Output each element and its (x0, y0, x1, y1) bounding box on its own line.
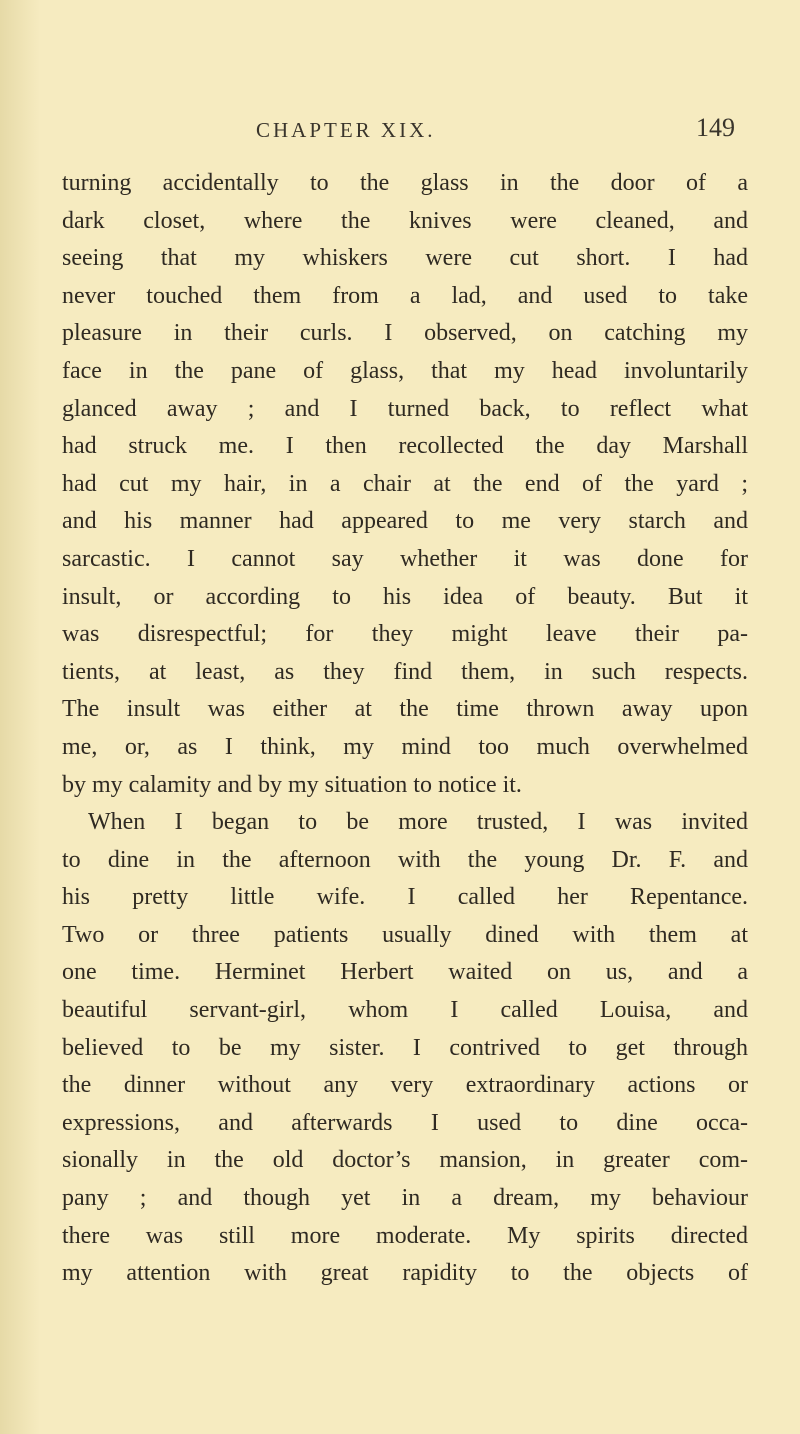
text-line: never touched them from a lad, and used to take (62, 282, 748, 309)
text-line: one time. Herminet Herbert waited on us, and a (62, 959, 748, 986)
text-line: had cut my hair, in a chair at the end of the yard ; (62, 470, 748, 497)
text-line: and his manner had appeared to me very starch and (62, 508, 748, 535)
chapter-heading: CHAPTER XIX. (256, 118, 436, 142)
paragraph-start-line: When I began to be more trusted, I was invited (88, 809, 748, 836)
text-line: tients, at least, as they find them, in such respects. (62, 658, 748, 685)
text-line: beautiful servant-girl, whom I called Louisa, and (62, 997, 748, 1024)
body-text (62, 165, 748, 1293)
text-line: believed to be my sister. I contrived to get through (62, 1034, 748, 1061)
text-line: dark closet, where the knives were cleaned, and (62, 207, 748, 234)
text-line: glanced away ; and I turned back, to reflect what (62, 395, 748, 422)
text-line: seeing that my whiskers were cut short. I had (62, 245, 748, 272)
text-line: pleasure in their curls. I observed, on catching my (62, 320, 748, 347)
text-line: insult, or according to his idea of beauty. But it (62, 583, 748, 610)
text-line: face in the pane of glass, that my head involuntarily (62, 357, 748, 384)
text-line: sarcastic. I cannot say whether it was done for (62, 545, 748, 572)
text-line: Two or three patients usually dined with them at (62, 921, 748, 948)
text-line: by my calamity and by my situation to notice it. (62, 771, 522, 798)
text-line: sionally in the old doctor’s mansion, in greater com- (62, 1147, 748, 1174)
text-line: expressions, and afterwards I used to dine occa- (62, 1109, 748, 1136)
page-number: 149 (696, 113, 735, 142)
running-head (0, 113, 800, 148)
text-line: me, or, as I think, my mind too much overwhelmed (62, 733, 748, 760)
text-line: pany ; and though yet in a dream, my behaviour (62, 1185, 748, 1212)
text-line: his pretty little wife. I called her Repentance. (62, 884, 748, 911)
text-line: there was still more moderate. My spirits directed (62, 1222, 748, 1249)
text-line: turning accidentally to the glass in the door of a (62, 170, 748, 196)
text-line: my attention with great rapidity to the objects of (62, 1260, 748, 1287)
text-line: was disrespectful; for they might leave their pa- (62, 621, 748, 648)
text-line: the dinner without any very extraordinary actions or (62, 1072, 748, 1099)
text-line: to dine in the afternoon with the young Dr. F. and (62, 846, 748, 873)
text-line: The insult was either at the time thrown away upon (62, 696, 748, 723)
text-line: had struck me. I then recollected the day Marshall (62, 433, 748, 460)
